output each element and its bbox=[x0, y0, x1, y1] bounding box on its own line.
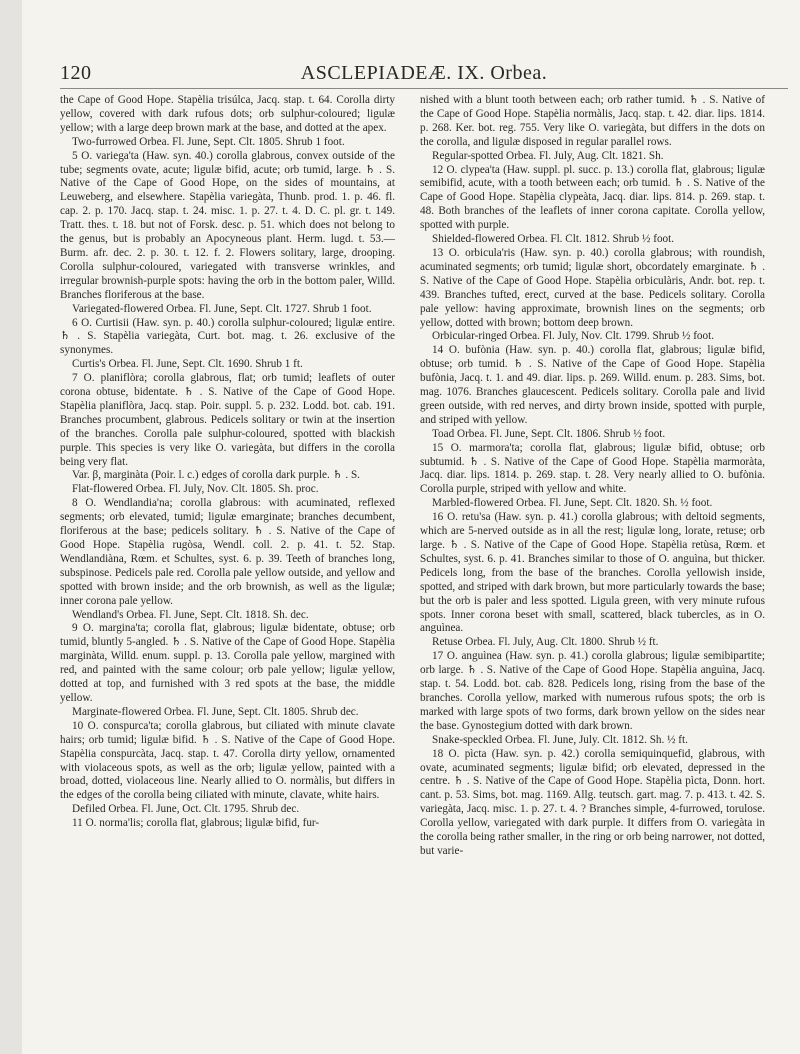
paragraph: Curtis's Orbea. Fl. June, Sept. Clt. 1690. Shrub 1 ft. bbox=[72, 358, 303, 371]
paragraph: 5 O. variega'ta (Haw. syn. 40.) corolla glabrous, convex outside of the tube; segments ovate, acute; ligulæ bifid, acute; orb tumid, large. ♄ . S. Native of the Cape of Good Hope, on the sides of mountains, at Leuweberg, and elsewhere. Stapèlia variegàta, Thunb. prod. 1. p. 46. fl. cap. 2. p. 170. Jacq. stap. t. 24. misc. 1. p. 27. t. 4. D. C. pl. gr. t. 149. Tratt. thes. t. 18. but not of Forsk. desc. p. 51. which does not belong to the genus, but is probably an Apocyneous plant. Herm. lugd. t. 53.—Burm. afr. dec. 2. p. 30. t. 12. f. 2. Flowers solitary, large, drooping. Corolla sulphur-coloured, variegated with transverse wrinkles, and irregular brownish-purple spots: having the orb in the bottom paler, Willd. Branches floriferous at the base. bbox=[60, 149, 395, 301]
paragraph: Marbled-flowered Orbea. Fl. June, Sept. Clt. 1820. Sh. ½ foot. bbox=[432, 497, 713, 510]
paragraph: Wendland's Orbea. Fl. June, Sept. Clt. 1818. Sh. dec. bbox=[72, 608, 309, 621]
paragraph: 9 O. margina'ta; corolla flat, glabrous; ligulæ bidentate, obtuse; orb tumid, bluntly 5-angled. ♄ . S. Native of the Cape of Good Hope. Stapèlia marginàta, Willd. enum. suppl. p. 13. Corolla pale yellow, margined with red, and painted with the same colour; orb pale yellow; ligulæ yellow, dotted at top, and furnished with 3 red spots at the base, the middle yellow. bbox=[60, 622, 395, 704]
paragraph: 17 O. anguìnea (Haw. syn. p. 41.) corolla glabrous; ligulæ semibipartite; orb large. ♄ . S. Native of the Cape of Good Hope. Stapèlia anguìna, Jacq. stap. t. 54. Lodd. bot. cab. 828. Pedicels long, rising from the base of the branches. Corolla yellow, marked with numerous rufous spots; the orb is marked with large spots of two forms, dark brown yellow on the sides near the base. Gynostegium dotted with dark brown. bbox=[420, 650, 765, 732]
running-title: ASCLEPIADEÆ. IX. Orbea. bbox=[300, 62, 548, 84]
paragraph: 10 O. conspurca'ta; corolla glabrous, but ciliated with minute clavate hairs; orb tumid; ligulæ bifid. ♄ . S. Native of the Cape of Good Hope. Stapèlia conspurcàta, Jacq. stap. t. 47. Corolla dirty yellow, ornamented with violaceous spots, as well as the orb; ligulæ yellow, painted with a broad, dotted, violaceous line. Nearly allied to O. normàlis, but differs in the edges of the corolla being ciliated with minute, clavate, white hairs. bbox=[60, 719, 395, 802]
paragraph: 13 O. orbicula'ris (Haw. syn. p. 40.) corolla glabrous; with roundish, acuminated segments; orb tumid; ligulæ short, obcordately emarginate. ♄ . S. Native of the Cape of Good Hope. Stapèlia orbiculàris, Andr. bot. rep. t. 439. Branches tufted, erect, curved at the base. Pedicels solitary. Corolla pale yellow: having approximate, brownish lines on the segments; orb yellow, dotted with brown; bottom deep brown. bbox=[420, 246, 765, 329]
paragraph: Marginate-flowered Orbea. Fl. June, Sept. Clt. 1805. Shrub dec. bbox=[72, 705, 359, 718]
paragraph: 7 O. planiflòra; corolla glabrous, flat; orb tumid; leaflets of outer corona obtuse, bidentate. ♄ . S. Native of the Cape of Good Hope. Stapèlia planiflòra, Jacq. stap. Poir. suppl. 5. p. 232. Lodd. bot. cab. 191. Branches procumbent, glabrous. Pedicels solitary or twin at the insertion of the branches. Corolla pale sulphur-coloured, spotted with blackish purple. This species is very like O. variegàta, but differs in the corolla being very flat. bbox=[60, 372, 395, 468]
paragraph: 18 O. pìcta (Haw. syn. p. 42.) corolla semiquinquefid, glabrous, with ovate, acuminated segments; ligulæ bifid; orb elevated, depressed in the centre. ♄ . S. Native of the Cape of Good Hope. Stapèlia pìcta, Donn. hort. cant. p. 53. Sims, bot. mag. 1169. Allg. teutsch. gart. mag. 7. p. 413. t. 42. S. variegàta, Jacq. misc. 1. p. 27. t. 4. ? Branches simple, 4-furrowed, torulose. Corolla yellow, variegated with dark purple. It differs from O. variegàta in the corolla being rather smaller, in the ring or orb being narrower, not dotted, but varie- bbox=[420, 747, 765, 857]
paragraph: Defiled Orbea. Fl. June, Oct. Clt. 1795. Shrub dec. bbox=[72, 803, 300, 816]
paragraph: Shielded-flowered Orbea. Fl. Clt. 1812. Shrub ½ foot. bbox=[432, 233, 675, 246]
paragraph: the Cape of Good Hope. Stapèlia trisúlca, Jacq. stap. t. 64. Corolla dirty yellow, covered with dark rufous dots; orb sulphur-coloured; ligulæ yellow; with a large deep brown mark at the base, and dotted at the apex. bbox=[60, 94, 395, 134]
paragraph: 11 O. norma'lis; corolla flat, glabrous; ligulæ bifid, fur- bbox=[72, 817, 320, 830]
paragraph: Two-furrowed Orbea. Fl. June, Sept. Clt. 1805. Shrub 1 foot. bbox=[72, 135, 345, 148]
paragraph: 15 O. marmora'ta; corolla flat, glabrous; ligulæ bifid, obtuse; orb subtumid. ♄ . S. Native of the Cape of Good Hope. Stapèlia marmoràta, Jacq. diar. lips. 1814. p. 269. stap. t. 28. Very nearly allied to O. bufònia. Corolla purple, striped with yellow and white. bbox=[420, 441, 765, 496]
header-rule bbox=[60, 88, 788, 89]
paragraph: 14 O. bufònia (Haw. syn. p. 40.) corolla flat, glabrous; ligulæ bifid, obtuse; orb tumid. ♄ . S. Native of the Cape of Good Hope. Stapèlia bufònia, Jacq. t. 1. and 49. diar. lips. p. 269. Willd. enum. p. 283. Sims, bot. mag. 1076. Branches glaucescent. Pedicels solitary. Corolla pale and livid green outside, with red nerves, and dirty brown inside, spotted with purple, and striped with yellow. bbox=[420, 344, 765, 426]
paragraph: Var. β, marginàta (Poir. l. c.) edges of corolla dark purple. ♄ . S. bbox=[72, 469, 360, 482]
paragraph: nished with a blunt tooth between each; orb rather tumid. ♄ . S. Native of the Cape of Good Hope. Stapèlia normàlis, Jacq. stap. t. 42. diar. lips. 1814. p. 268. Ker. bot. reg. 755. Very like O. variegàta, but differs in the dots on the corolla, and ligulæ disposed in regular parallel rows. bbox=[420, 94, 765, 148]
left-column bbox=[60, 94, 395, 831]
paragraph: Orbicular-ringed Orbea. Fl. July, Nov. Clt. 1799. Shrub ½ foot. bbox=[432, 330, 715, 343]
page-number: 120 bbox=[60, 62, 92, 84]
paragraph: Regular-spotted Orbea. Fl. July, Aug. Clt. 1821. Sh. bbox=[432, 149, 664, 162]
paragraph: 12 O. clypea'ta (Haw. suppl. pl. succ. p. 13.) corolla flat, glabrous; ligulæ semibifid, acute, with a tooth between each; orb tumid. ♄ . S. Native of the Cape of Good Hope. Stapèlia clypeàta, Jacq. diar. lips. 814. p. 269. stap. t. 48. Both branches of the leaflets of inner corona capitate. Corolla yellow, spotted with purple. bbox=[420, 163, 765, 232]
paragraph: Variegated-flowered Orbea. Fl. June, Sept. Clt. 1727. Shrub 1 foot. bbox=[72, 302, 372, 315]
paragraph: Retuse Orbea. Fl. July, Aug. Clt. 1800. Shrub ½ ft. bbox=[432, 636, 659, 649]
paragraph: 6 O. Curtisii (Haw. syn. p. 40.) corolla sulphur-coloured; ligulæ entire. ♄ . S. Stapèlia variegàta, Curt. bot. mag. t. 26. exclusive of the synonymes. bbox=[60, 316, 395, 357]
running-header bbox=[60, 62, 788, 86]
right-column bbox=[420, 94, 765, 859]
paragraph: Toad Orbea. Fl. June, Sept. Clt. 1806. Shrub ½ foot. bbox=[432, 427, 666, 440]
paragraph: Snake-speckled Orbea. Fl. June, July. Clt. 1812. Sh. ½ ft. bbox=[432, 733, 688, 746]
paragraph: Flat-flowered Orbea. Fl. July, Nov. Clt. 1805. Sh. proc. bbox=[72, 483, 319, 496]
paragraph: 16 O. retu'sa (Haw. syn. p. 41.) corolla glabrous; with deltoid segments, which are 5-nerved outside as in all the rest; ligulæ long, lorate, retuse; orb large. ♄ . S. Native of the Cape of Good Hope. Stapèlia retùsa, Rœm. et Schultes, syst. 6. p. 41. Branches similar to those of O. anguìna, but thicker. Pedicels long, from the base of the branches. Corolla yellowish inside, spotted, and striped with dark brown, but more particularly towards the base; but the orb is paler and less spotted. Ligula green, with very minute rufous spots. Inner corona beset with small, scattered, black tubercles, as in O. anguìnea. bbox=[420, 511, 765, 635]
paragraph: 8 O. Wendlandia'na; corolla glabrous: with acuminated, reflexed segments; orb elevated, tumid; ligulæ emarginate; branches decumbent, floriferous at the base; pedicels solitary. ♄ . S. Native of the Cape of Good Hope. Stapèlia rugòsa, Wendl. coll. 2. p. 41. t. 52. Stap. Wendlandiàna, Rœm. et Schultes, syst. 6. p. 39. Teeth of branches long, subspinose. Pedicels pale red. Corolla pale yellow outside, and yellow and spotted with brown inside; and the orb brownish, as well as the ligulæ; inner corona pale yellow. bbox=[60, 497, 395, 607]
